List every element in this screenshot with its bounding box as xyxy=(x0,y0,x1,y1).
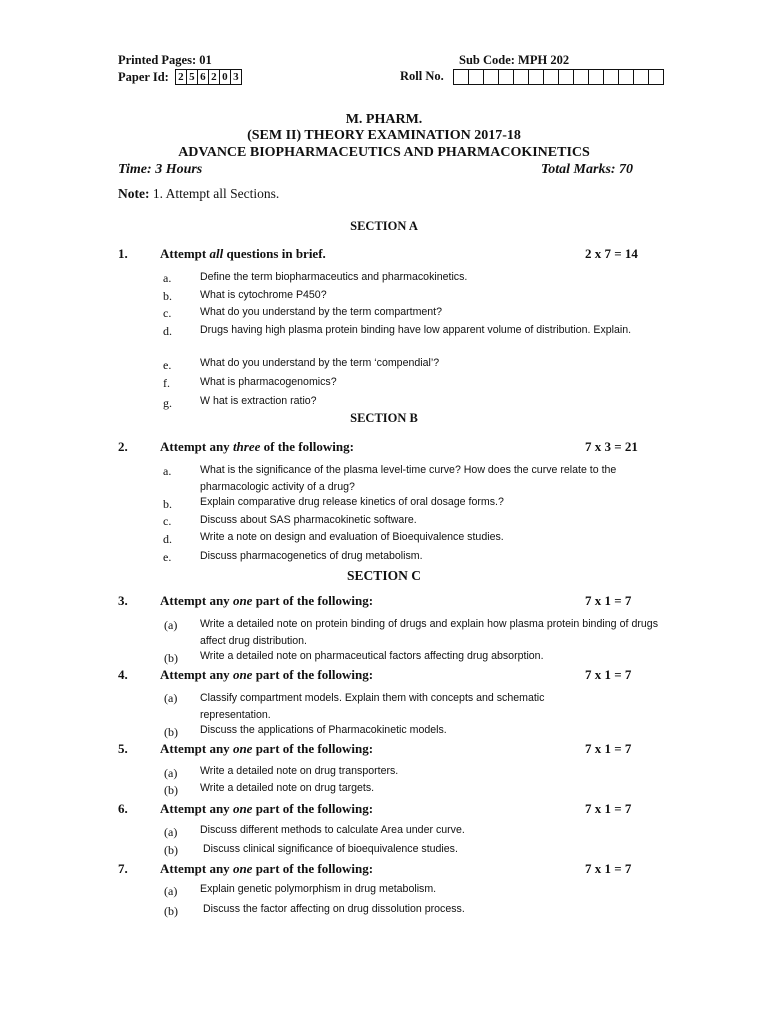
paper-id-digit: 3 xyxy=(233,71,239,83)
question-number: 6. xyxy=(118,801,128,816)
item-letter: a. xyxy=(163,271,172,285)
question-part: Discuss the factor affecting on drug dissolution process. xyxy=(200,903,465,915)
part-letter: (a) xyxy=(164,884,178,898)
section-b-heading: SECTION B xyxy=(350,411,418,425)
question-number: 2. xyxy=(118,439,128,454)
question-part: Classify compartment models. Explain them with concepts and schematic representation. xyxy=(200,692,545,721)
title-line3: ADVANCE BIOPHARMACEUTICS AND PHARMACOKINETICS xyxy=(178,145,590,160)
paper-id-digit: 5 xyxy=(187,70,198,84)
question-number: 4. xyxy=(118,667,128,682)
question-item: Explain comparative drug release kinetics of oral dosage forms.? xyxy=(200,496,504,508)
roll-no-label: Roll No. xyxy=(400,69,444,83)
paper-id xyxy=(118,69,242,85)
note-text: 1. Attempt all Sections. xyxy=(152,186,280,201)
question-marks: 7 x 3 = 21 xyxy=(585,439,638,454)
question-text: Attempt any one part of the following: xyxy=(160,741,374,756)
question-part: Write a detailed note on drug targets. xyxy=(200,782,375,794)
question-item: What do you understand by the term compartment? xyxy=(200,306,443,318)
part-letter: (b) xyxy=(164,651,178,665)
item-letter: b. xyxy=(163,289,172,303)
part-letter: (a) xyxy=(164,825,178,839)
question-item: What is the significance of the plasma level-time curve? How does the curve relate to the pharmacologic activity of a drug? xyxy=(200,464,617,493)
question-item: What do you understand by the term ‘compendial’? xyxy=(200,357,440,369)
question-part: Explain genetic polymorphism in drug metabolism. xyxy=(200,883,437,895)
item-letter: e. xyxy=(163,550,172,564)
item-letter: e. xyxy=(163,358,172,372)
question-part: Discuss the applications of Pharmacokinetic models. xyxy=(200,724,447,736)
question-number: 3. xyxy=(118,593,128,608)
question-item: Discuss pharmacogenetics of drug metabolism. xyxy=(200,550,423,562)
roll-no-boxes xyxy=(453,69,664,85)
item-letter: d. xyxy=(163,324,172,338)
question-marks: 7 x 1 = 7 xyxy=(585,741,632,756)
part-letter: (b) xyxy=(164,783,178,797)
item-letter: g. xyxy=(163,396,172,410)
item-letter: c. xyxy=(163,306,172,320)
sub-code: Sub Code: MPH 202 xyxy=(459,53,570,67)
title-line2: (SEM II) THEORY EXAMINATION 2017-18 xyxy=(247,128,521,143)
question-text: Attempt all questions in brief. xyxy=(160,246,326,261)
question-part: Discuss different methods to calculate Area under curve. xyxy=(200,824,465,836)
question-item: What is pharmacogenomics? xyxy=(200,376,337,388)
question-number: 5. xyxy=(118,741,128,756)
question-text: Attempt any three of the following: xyxy=(160,439,354,454)
question-item: W hat is extraction ratio? xyxy=(200,395,317,407)
question-marks: 7 x 1 = 7 xyxy=(585,593,632,608)
question-item: Write a note on design and evaluation of Bioequivalence studies. xyxy=(200,531,504,543)
question-text: Attempt any one part of the following: xyxy=(160,593,374,608)
question-number: 1. xyxy=(118,246,128,261)
part-letter: (b) xyxy=(164,843,178,857)
part-letter: (a) xyxy=(164,618,178,632)
question-marks: 7 x 1 = 7 xyxy=(585,861,632,876)
section-c-heading: SECTION C xyxy=(347,568,421,583)
paper-id-digit: 2 xyxy=(176,70,187,84)
note xyxy=(118,186,279,202)
question-part: Write a detailed note on pharmaceutical factors affecting drug absorption. xyxy=(200,650,544,662)
time-allowed: Time: 3 Hours xyxy=(118,162,203,177)
part-letter: (b) xyxy=(164,904,178,918)
question-part: Write a detailed note on drug transporters. xyxy=(200,765,399,777)
paper-id-digit: 2 xyxy=(209,70,220,84)
question-text: Attempt any one part of the following: xyxy=(160,861,374,876)
item-letter: c. xyxy=(163,514,172,528)
paper-id-digit: 6 xyxy=(198,70,209,84)
part-letter: (b) xyxy=(164,725,178,739)
question-item: Drugs having high plasma protein binding have low apparent volume of distribution. Explain. xyxy=(200,324,632,336)
question-marks: 2 x 7 = 14 xyxy=(585,246,638,261)
item-letter: f. xyxy=(163,376,170,390)
question-item: Define the term biopharmaceutics and pharmacokinetics. xyxy=(200,271,468,283)
question-part: Discuss clinical significance of bioequivalence studies. xyxy=(200,843,458,855)
paper-id-label: Paper Id: xyxy=(118,69,169,84)
item-letter: d. xyxy=(163,532,172,546)
paper-id-boxes xyxy=(175,69,242,85)
question-marks: 7 x 1 = 7 xyxy=(585,801,632,816)
part-letter: (a) xyxy=(164,766,178,780)
item-letter: a. xyxy=(163,464,172,478)
part-letter: (a) xyxy=(164,691,178,705)
question-marks: 7 x 1 = 7 xyxy=(585,667,632,682)
question-text: Attempt any one part of the following: xyxy=(160,801,374,816)
question-part: Write a detailed note on protein binding of drugs and explain how plasma protein binding of drugs affect drug distribution. xyxy=(200,618,658,647)
item-letter: b. xyxy=(163,497,172,511)
total-marks: Total Marks: 70 xyxy=(541,162,634,177)
paper-id-digit: 0 xyxy=(220,70,231,84)
note-label: Note: xyxy=(118,186,150,201)
question-item: What is cytochrome P450? xyxy=(200,289,327,301)
section-a-heading: SECTION A xyxy=(350,219,418,233)
title-line1: M. PHARM. xyxy=(345,112,423,127)
question-number: 7. xyxy=(118,861,128,876)
printed-pages: Printed Pages: 01 xyxy=(118,53,212,67)
question-text: Attempt any one part of the following: xyxy=(160,667,374,682)
question-item: Discuss about SAS pharmacokinetic software. xyxy=(200,514,417,526)
